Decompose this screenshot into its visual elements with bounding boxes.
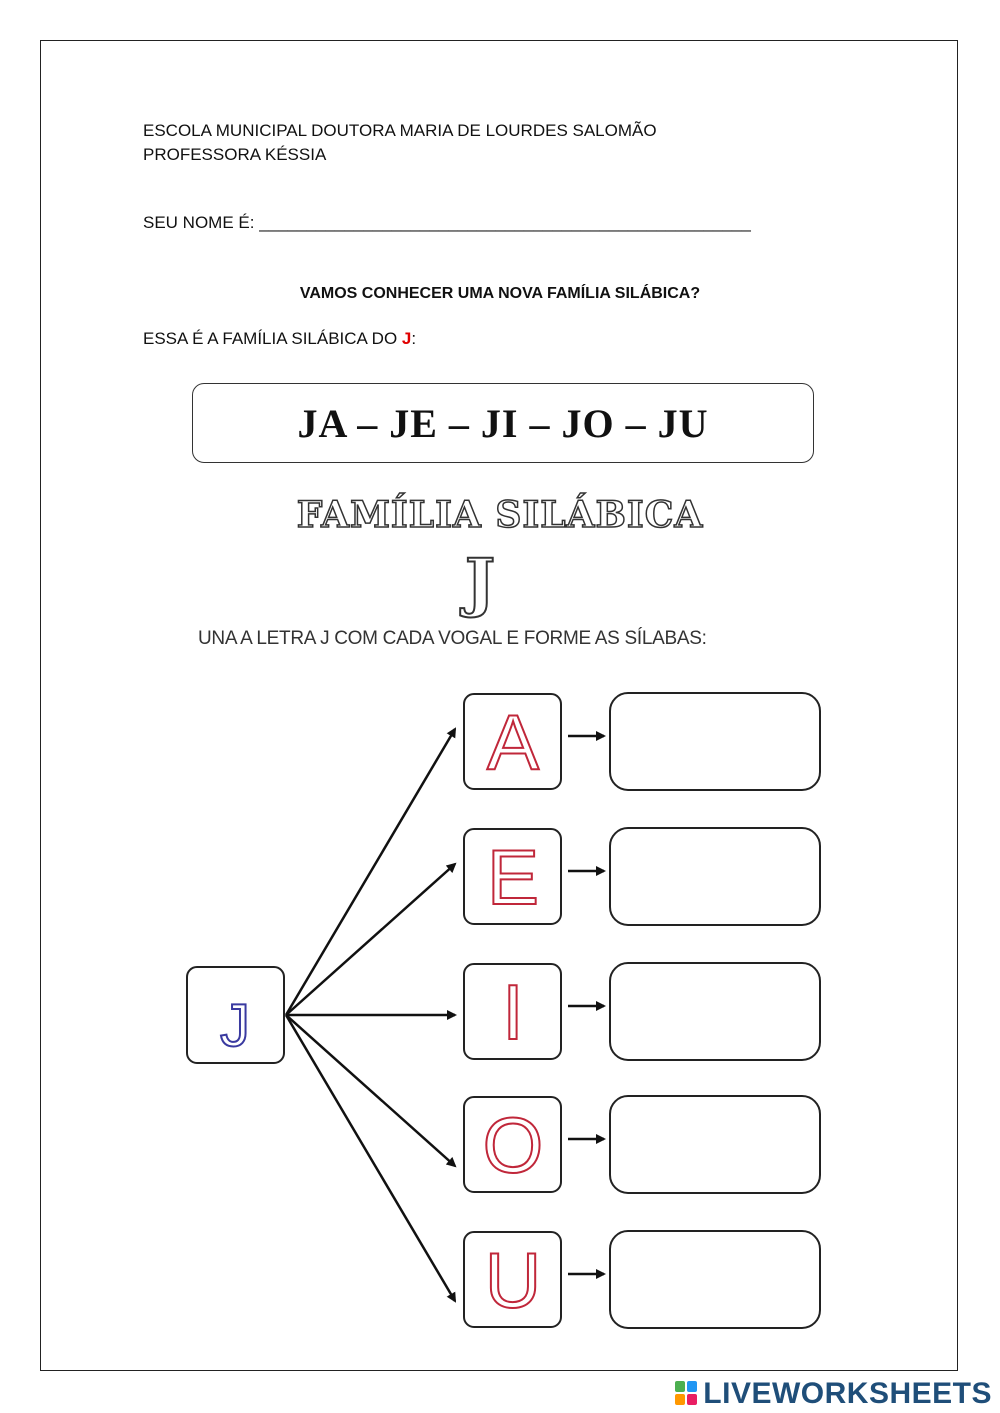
answer-box[interactable] bbox=[610, 963, 820, 1060]
vowel-row bbox=[464, 1231, 820, 1328]
answer-box[interactable] bbox=[610, 828, 820, 925]
intro-question: VAMOS CONHECER UMA NOVA FAMÍLIA SILÁBICA? bbox=[299, 285, 701, 302]
vowel-rows bbox=[464, 693, 820, 1328]
connector-arrow bbox=[286, 1015, 455, 1166]
school-name: ESCOLA MUNICIPAL DOUTORA MARIA DE LOURDES SALOMÃO bbox=[143, 121, 657, 140]
vowel-letter: O bbox=[482, 1101, 544, 1189]
answer-box[interactable] bbox=[610, 1096, 820, 1193]
worksheet-title: FAMÍLIA SILÁBICA bbox=[296, 494, 704, 536]
logo-text: LIVEWORKSHEETS bbox=[703, 1377, 992, 1410]
vowel-row bbox=[464, 828, 820, 925]
worksheet-letter: J bbox=[464, 545, 496, 620]
teacher-name: PROFESSORA KÉSSIA bbox=[143, 145, 327, 164]
connector-arrow bbox=[286, 729, 455, 1015]
vowel-letter: A bbox=[486, 698, 540, 786]
answer-box[interactable] bbox=[610, 1231, 820, 1328]
family-intro-suffix: : bbox=[411, 329, 417, 348]
syllables-text: JA – JE – JI – JO – JU bbox=[297, 400, 709, 446]
source-letter-box bbox=[187, 967, 284, 1063]
connector-arrow bbox=[286, 1015, 455, 1301]
vowel-letter: I bbox=[502, 968, 524, 1056]
family-letter: J bbox=[401, 329, 412, 348]
name-blank: ____________________________________________________ bbox=[259, 213, 751, 232]
family-intro-text: ESSA É A FAMÍLIA SILÁBICA DO bbox=[143, 329, 402, 348]
source-letter: J bbox=[220, 992, 250, 1059]
connector-arrow bbox=[286, 864, 455, 1015]
logo-icon bbox=[675, 1381, 699, 1407]
vowel-letter: U bbox=[484, 1236, 542, 1324]
answer-box[interactable] bbox=[610, 693, 820, 790]
worksheet-instruction: UNA A LETRA J COM CADA VOGAL E FORME AS SÍLABAS: bbox=[198, 628, 707, 649]
liveworksheets-logo bbox=[675, 1377, 992, 1411]
connector-arrows bbox=[286, 729, 455, 1301]
vowel-row bbox=[464, 693, 820, 790]
vowel-row bbox=[464, 1096, 820, 1193]
vowel-row bbox=[464, 963, 820, 1060]
name-label: SEU NOME É: bbox=[143, 213, 260, 232]
vowel-letter: E bbox=[486, 833, 540, 921]
